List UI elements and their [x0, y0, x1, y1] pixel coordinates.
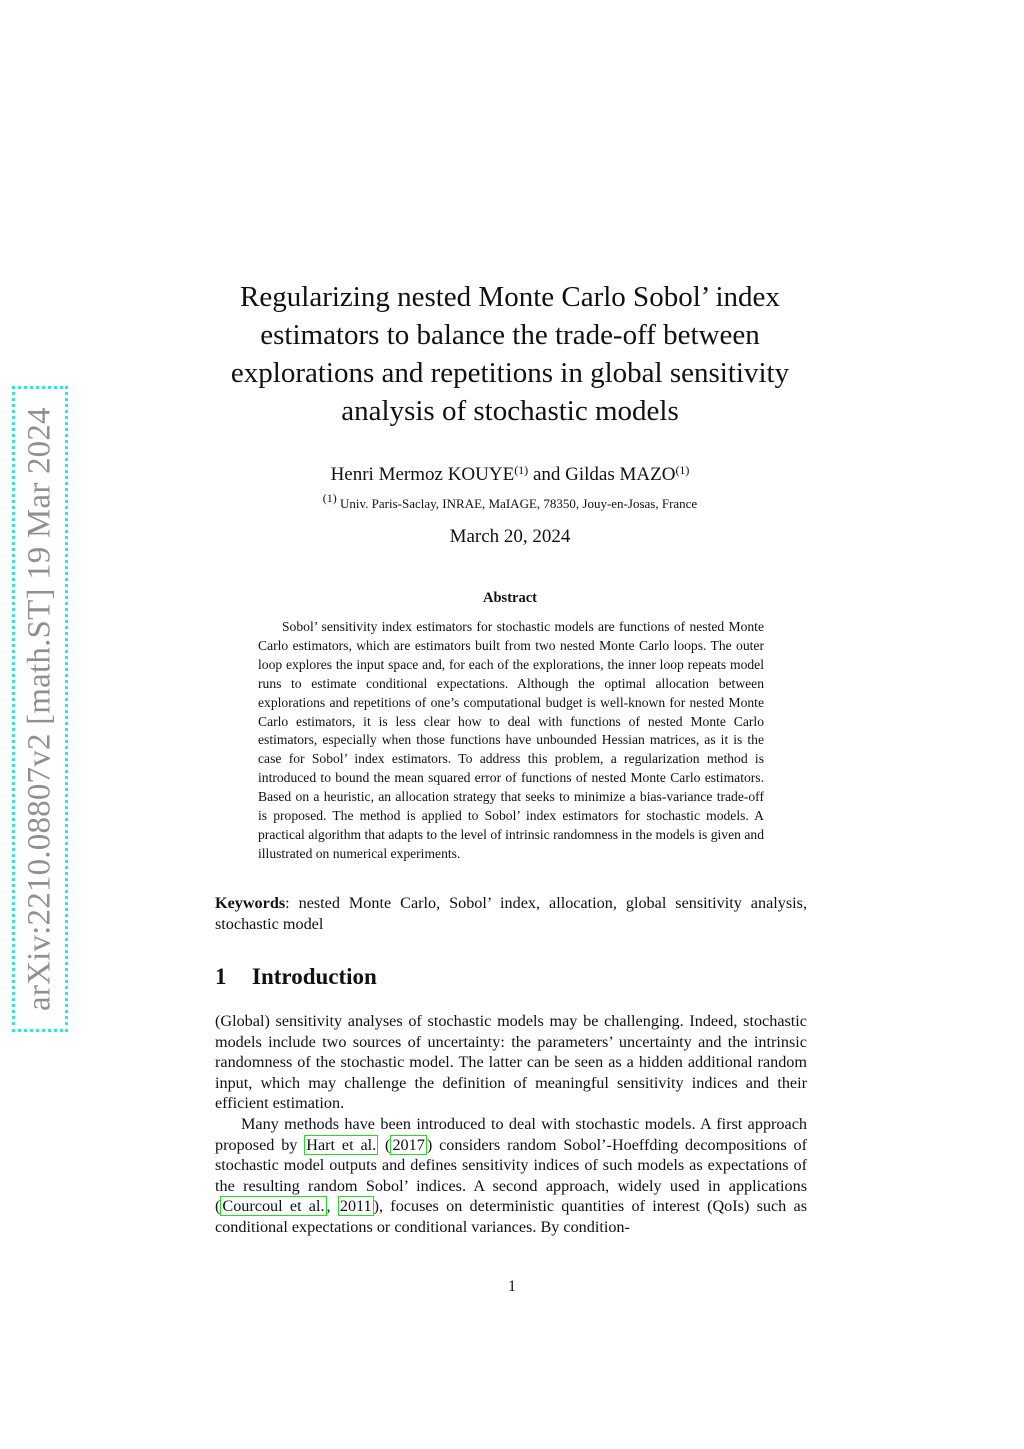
paper-date: March 20, 2024 [449, 526, 571, 547]
citation-hart-author[interactable]: Hart et al. [306, 1135, 377, 1154]
abstract-body: Sobol’ sensitivity index estimators for stochastic models are functions of nested Monte Carlo estimators, which are estimators built from two nested Monte Carlo loops. The outer loop explores the input space and, for each of the explorations, the inner loop repeats model runs to estimate conditional expectations. Although the optimal allocation between explorations and repetitions of one’s computational budget is well-known for nested Monte Carlo estimators, it is less clear how to deal with functions of nested Monte Carlo estimators, especially when those functions have unbounded Hessian matrices, as it is the case for Sobol’ index estimators. To address this problem, a regularization method is introduced to bound the mean squared error of functions of nested Monte Carlo estimators. Based on a heuristic, an allocation strategy that seeks to minimize a bias-variance trade-off is proposed. The method is applied to Sobol’ index estimators for stochastic models. A practical algorithm that adapts to the level of intrinsic randomness in the models is given and illustrated on numerical experiments. [258, 619, 764, 861]
arxiv-stamp: arXiv:2210.08807v2 [math.ST] 19 Mar 2024 [12, 386, 68, 1032]
intro-p2-text-b: ) considers random Sobol’-Hoeffding decompositions of stochastic model outputs and defines sensitivity indices of such models as expectations of the resulting random Sobol’ indices. A second approach, widely used in applications ( [215, 1135, 808, 1216]
affiliation [210, 488, 810, 514]
intro-paragraph-2 [215, 1114, 807, 1238]
authors [210, 457, 810, 488]
citation-courcoul-year[interactable]: 2011 [339, 1197, 372, 1216]
intro-p2-text-c: ), focuses on deterministic quantities of interest (QoIs) such as conditional expectations or conditional variances. By condition- [215, 1197, 808, 1236]
abstract-heading: Abstract [483, 590, 537, 606]
section-heading-introduction [215, 964, 807, 990]
page-number: 1 [508, 1278, 516, 1295]
keywords [215, 893, 807, 935]
author-first-affiliation-mark: (1) [514, 463, 529, 477]
introduction-body [215, 1011, 807, 1238]
author-first: Henri Mermoz KOUYE [330, 464, 515, 485]
keywords-label: Keywords [215, 894, 286, 912]
author-connector: and [528, 464, 566, 485]
citation-hart-year[interactable]: 2017 [392, 1135, 425, 1154]
citation-hart-open: ( [378, 1135, 391, 1154]
intro-p2-text-a: Many methods have been introduced to deal with stochastic models. A first approach proposed by [215, 1114, 807, 1154]
author-second: Gildas MAZO [565, 464, 676, 485]
keywords-text: : nested Monte Carlo, Sobol’ index, allocation, global sensitivity analysis, stochastic model [215, 894, 807, 933]
citation-courcoul-sep: , [326, 1197, 338, 1216]
affiliation-text: Univ. Paris-Saclay, INRAE, MaIAGE, 78350, Jouy-en-Josas, France [340, 496, 698, 511]
paper-title: Regularizing nested Monte Carlo Sobol’ index estimators to balance the trade-off between explorations and repetitions in global sensitivity analysis of stochastic models [230, 281, 790, 427]
section-number: 1 [215, 964, 227, 989]
section-title: Introduction [252, 964, 377, 989]
author-second-affiliation-mark: (1) [675, 463, 690, 477]
intro-paragraph-1: (Global) sensitivity analyses of stochastic models may be challenging. Indeed, stochastic models include two sources of uncertainty: the parameters’ uncertainty and the intrinsic randomness of the stochastic model. The latter can be seen as a hidden additional random input, which may challenge the definition of meaningful sensitivity indices and their efficient estimation. [215, 1012, 807, 1113]
affiliation-mark: (1) [322, 491, 337, 505]
citation-courcoul-author[interactable]: Courcoul et al. [222, 1197, 325, 1216]
